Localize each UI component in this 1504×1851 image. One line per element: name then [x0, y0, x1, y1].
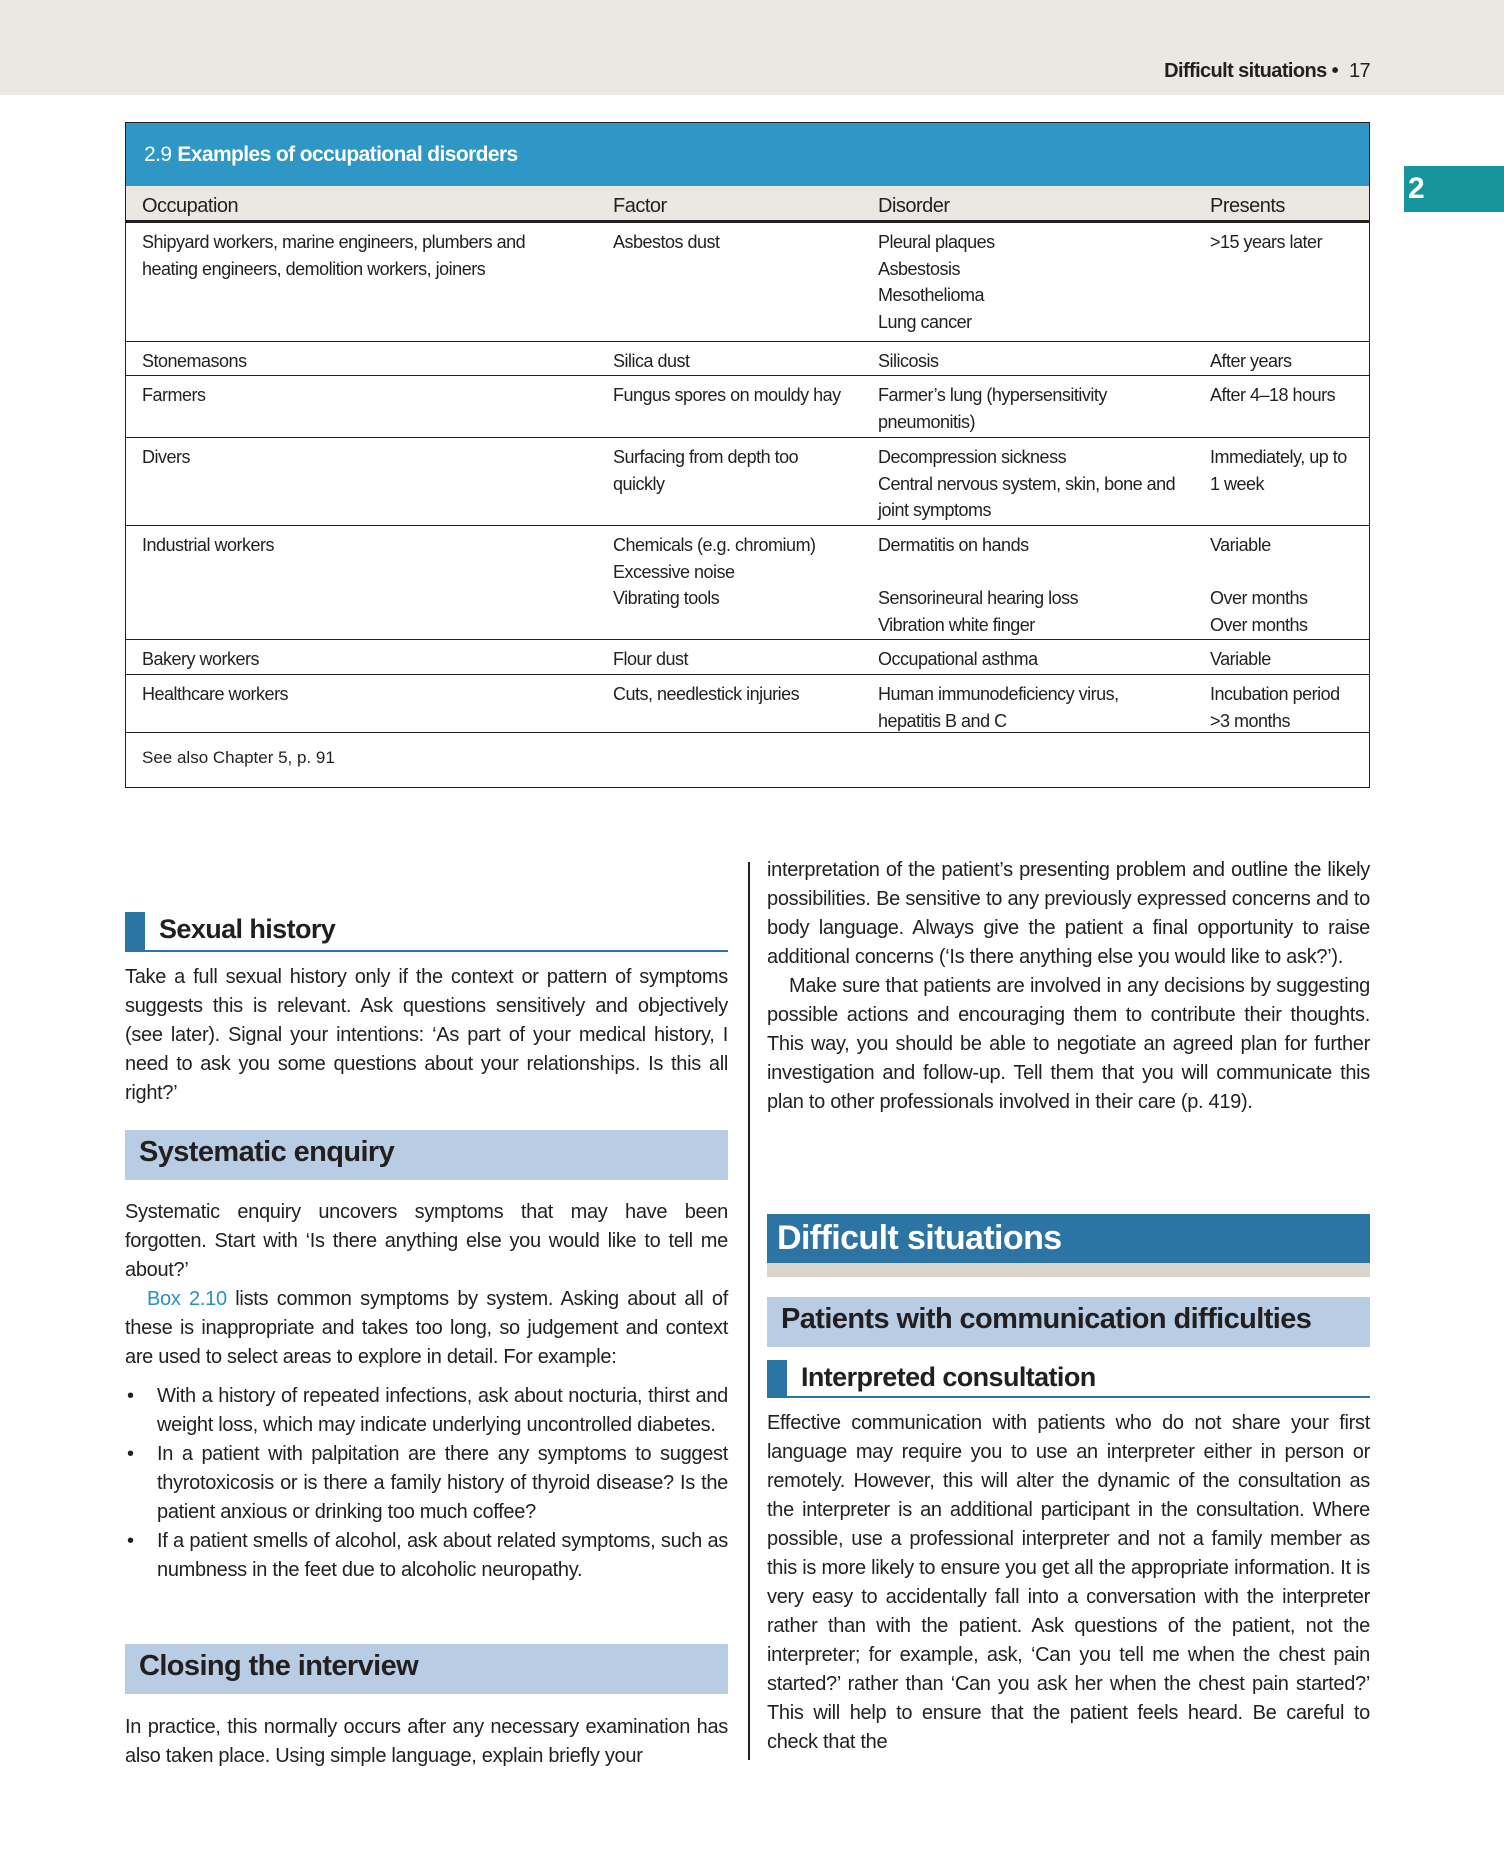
heading-interpreted-consultation: [767, 1360, 1370, 1398]
heading-communication-difficulties: Patients with communication difficulties: [767, 1297, 1370, 1347]
running-head: [1164, 60, 1370, 83]
paragraph: [125, 1285, 728, 1372]
cell-factor: Surfacing from depth too quickly: [613, 447, 799, 494]
cell-disorder: Silicosis: [878, 351, 939, 371]
cell-disorder: Occupational asthma: [878, 649, 1038, 669]
table-title: [126, 123, 1369, 186]
table-number: 2.9: [144, 143, 172, 166]
paragraph: interpretation of the patient’s presenting problem and outline the likely possibilities. Be sensitive to any previously expressed concerns and to body language. Always give the patient a final opportunity to raise additional concerns (‘Is there anything else you would like to ask?’).: [767, 859, 1370, 968]
table-title-text: Examples of occupational disorders: [177, 143, 518, 166]
closing-text: [125, 1713, 728, 1771]
cell-occupation: Stonemasons: [142, 351, 247, 371]
table-footnote: See also Chapter 5, p. 91: [142, 748, 335, 767]
heading-marker: [125, 912, 145, 950]
table-row: [126, 341, 1369, 375]
heading-text: Interpreted consultation: [801, 1362, 1096, 1392]
systematic-enquiry-text: [125, 1198, 728, 1585]
table-row: [126, 525, 1369, 639]
column-header: Factor: [613, 195, 667, 217]
column-header: Presents: [1210, 195, 1285, 217]
occupational-disorders-table: [125, 122, 1370, 788]
paragraph: Make sure that patients are involved in any decisions by suggesting possible actions and encouraging them to contribute their thoughts. This way, you should be able to negotiate an agreed plan for further investigation and follow-up. Tell them that you will communicate this plan to other professionals involved in their care (p. 419).: [767, 975, 1370, 1113]
heading-closing-interview: Closing the interview: [125, 1644, 728, 1694]
paragraph: Systematic enquiry uncovers symptoms that may have been forgotten. Start with ‘Is there anything else you would like to tell me about?’: [125, 1201, 728, 1281]
paragraph: In practice, this normally occurs after any necessary examination has also taken place. Using simple language, explain briefly your: [125, 1716, 728, 1767]
cell-disorder: Human immunodeficiency virus, hepatitis B and C: [878, 684, 1119, 731]
cell-factor: Cuts, needlestick injuries: [613, 684, 800, 704]
cell-presents: Incubation period >3 months: [1210, 684, 1340, 731]
sexual-history-text: [125, 963, 728, 1108]
cell-occupation: Shipyard workers, marine engineers, plumbers and heating engineers, demolition workers, joiners: [142, 232, 526, 279]
cell-occupation: Farmers: [142, 385, 206, 405]
bullet-list: [125, 1382, 728, 1585]
column-divider: [748, 862, 750, 1760]
heading-text: Sexual history: [159, 914, 336, 944]
cell-presents: After years: [1210, 351, 1292, 371]
section-heading-underline: [767, 1263, 1370, 1277]
list-item: • In a patient with palpitation are there any symptoms to suggest thyrotoxicosis or is there a family history of thyroid disease? Is the patient anxious or drinking too much coffee?: [125, 1440, 728, 1527]
list-item: • With a history of repeated infections, ask about nocturia, thirst and weight loss, which may indicate underlying uncontrolled diabetes.: [125, 1382, 728, 1440]
cell-factor: Flour dust: [613, 649, 689, 669]
cell-factor: Silica dust: [613, 351, 690, 371]
paragraph-text: lists common symptoms by system. Asking about all of these is inappropriate and takes too long, so judgement and context are used to select areas to explore in detail. For example:: [125, 1288, 728, 1368]
interpreted-consultation-text: [767, 1409, 1370, 1757]
cell-disorder: Decompression sickness Central nervous system, skin, bone and joint symptoms: [878, 447, 1176, 520]
cell-factor: Fungus spores on mouldy hay: [613, 385, 841, 405]
running-head-title: Difficult situations: [1164, 60, 1327, 82]
cell-occupation: Bakery workers: [142, 649, 260, 669]
cell-presents: Variable Over months Over months: [1210, 535, 1308, 635]
column-header: Disorder: [878, 195, 950, 217]
cell-presents: Variable: [1210, 649, 1271, 669]
cell-occupation: Industrial workers: [142, 535, 275, 555]
box-link[interactable]: Box 2.10: [147, 1288, 227, 1310]
cell-disorder: Pleural plaques Asbestosis Mesothelioma Lung cancer: [878, 232, 995, 332]
cell-factor: Asbestos dust: [613, 232, 720, 252]
heading-systematic-enquiry: Systematic enquiry: [125, 1130, 728, 1180]
cell-presents: >15 years later: [1210, 232, 1323, 252]
table-header-row: [126, 186, 1369, 223]
cell-factor: Chemicals (e.g. chromium) Excessive noise Vibrating tools: [613, 535, 816, 608]
table-footnote-row: [126, 732, 1369, 788]
cell-occupation: Healthcare workers: [142, 684, 289, 704]
right-column-text: [767, 856, 1370, 1117]
heading-sexual-history: [125, 912, 728, 952]
section-heading-difficult-situations: Difficult situations: [767, 1214, 1370, 1263]
cell-occupation: Divers: [142, 447, 191, 467]
cell-presents: Immediately, up to 1 week: [1210, 447, 1347, 494]
list-item: • If a patient smells of alcohol, ask about related symptoms, such as numbness in the feet due to alcoholic neuropathy.: [125, 1527, 728, 1585]
table-row: [126, 639, 1369, 674]
table-row: [126, 223, 1369, 341]
cell-presents: After 4–18 hours: [1210, 385, 1336, 405]
table-row: [126, 674, 1369, 732]
page-number: 17: [1348, 60, 1370, 82]
cell-disorder: Farmer’s lung (hypersensitivity pneumonitis): [878, 385, 1107, 432]
paragraph: Take a full sexual history only if the context or pattern of symptoms suggests this is relevant. Ask questions sensitively and objectively (see later). Signal your intentions: ‘As part of your medical history, I need to ask you some questions about your relationships. Is this all right?’: [125, 966, 728, 1104]
column-header: Occupation: [142, 195, 239, 217]
chapter-tab: 2: [1404, 166, 1504, 212]
running-head-bullet: •: [1331, 60, 1338, 82]
paragraph: Effective communication with patients who do not share your first language may require you to use an interpreter either in person or remotely. However, this will alter the dynamic of the consultation as the interpreter is an additional participant in the consultation. Where possible, use a professional interpreter and not a family member as this is more likely to ensure you get all the appropriate information. It is very easy to accidentally fall into a conversation with the interpreter rather than with the patient. Ask questions of the patient, not the interpreter; for example, ask, ‘Can you tell me when the chest pain started?’ rather than ‘Can you ask her when the chest pain started?’ This will help to ensure that the patient feels heard. Be careful to check that the: [767, 1412, 1370, 1753]
table-row: [126, 375, 1369, 437]
table-row: [126, 437, 1369, 525]
cell-disorder: Dermatitis on hands Sensorineural hearing loss Vibration white finger: [878, 535, 1079, 635]
heading-marker: [767, 1360, 787, 1396]
